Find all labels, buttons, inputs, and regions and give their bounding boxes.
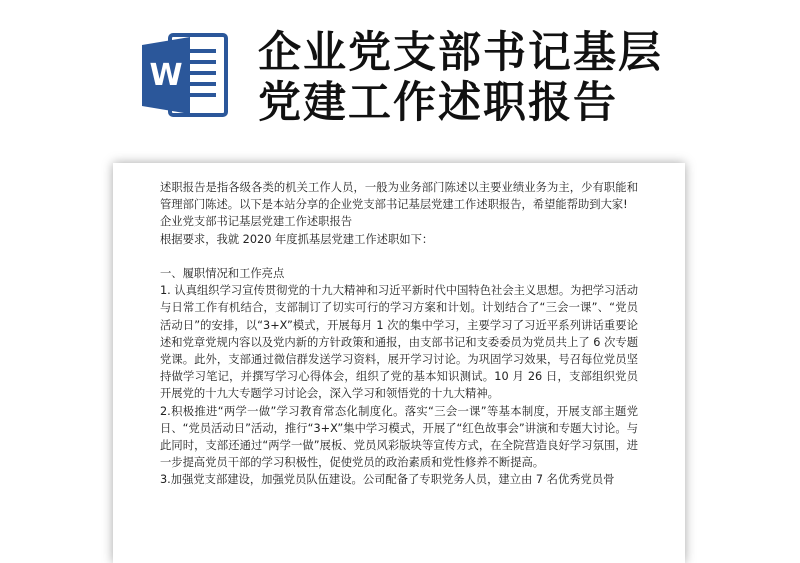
paragraph-item-1: 1. 认真组织学习宣传贯彻党的十九大精神和习近平新时代中国特色社会主义思想。为把学习活动与日常工作有机结合，支部制订了切实可行的学习方案和计划。计划结合了“三会一课”、“党员活动日”的安排，以“3+X”模式，开展每月 1 次的集中学习，主要学习了习近平系列讲话重要论述和党章党规内容以及党内新的方针政策和通报，由支部书记和支委委员为党员共上了 6 次专题党课。此外，支部通过微信群发送学习资料，展开学习讨论。为巩固学习效果，号召每位党员坚持做学习笔记，并撰写学习心得体会，组织了党的基本知识测试。10 月 26 日，支部组织党员开展党的十九大专题学习讨论会，深入学习和领悟党的十九大精神。: [160, 284, 638, 401]
paragraph-item-3: 3.加强党支部建设，加强党员队伍建设。公司配备了专职党务人员，建立由 7 名优秀党员骨: [160, 473, 615, 487]
opening-line: 根据要求，我就 2020 年度抓基层党建工作述职如下：: [160, 232, 434, 246]
document-body: [160, 179, 638, 489]
paragraph-item-2: 2.积极推进“两学一做”学习教育常态化制度化。落实“三会一课”等基本制度，开展支部主题党日、“党员活动日”活动，推行“3+X”集中学习模式，开展了“红色故事会”讲演和专题大讨论。与此同时，支部还通过“两学一做”展板、党员风彩版块等宣传方式，在全院营造良好学习氛围，进一步提高党员干部的学习积极性，促使党员的政治素质和党性修养不断提高。: [160, 404, 638, 470]
page-title-line-2: 党建工作述职报告: [258, 78, 618, 128]
page-title-line-1: 企业党支部书记基层: [258, 28, 663, 78]
word-icon-letter: W: [149, 58, 183, 93]
document-page: [113, 163, 685, 563]
word-icon: [140, 33, 230, 118]
header: [0, 0, 800, 150]
document-heading: 企业党支部书记基层党建工作述职报告: [160, 215, 353, 229]
blank-line: [160, 248, 638, 265]
page-title: [258, 28, 778, 128]
intro-paragraph: 述职报告是指各级各类的机关工作人员，一般为业务部门陈述以主要业绩业务为主，少有职能和管理部门陈述。以下是本站分享的企业党支部书记基层党建工作述职报告，希望能帮助到大家!: [160, 181, 638, 212]
section-heading: 一、履职情况和工作亮点: [160, 267, 285, 280]
